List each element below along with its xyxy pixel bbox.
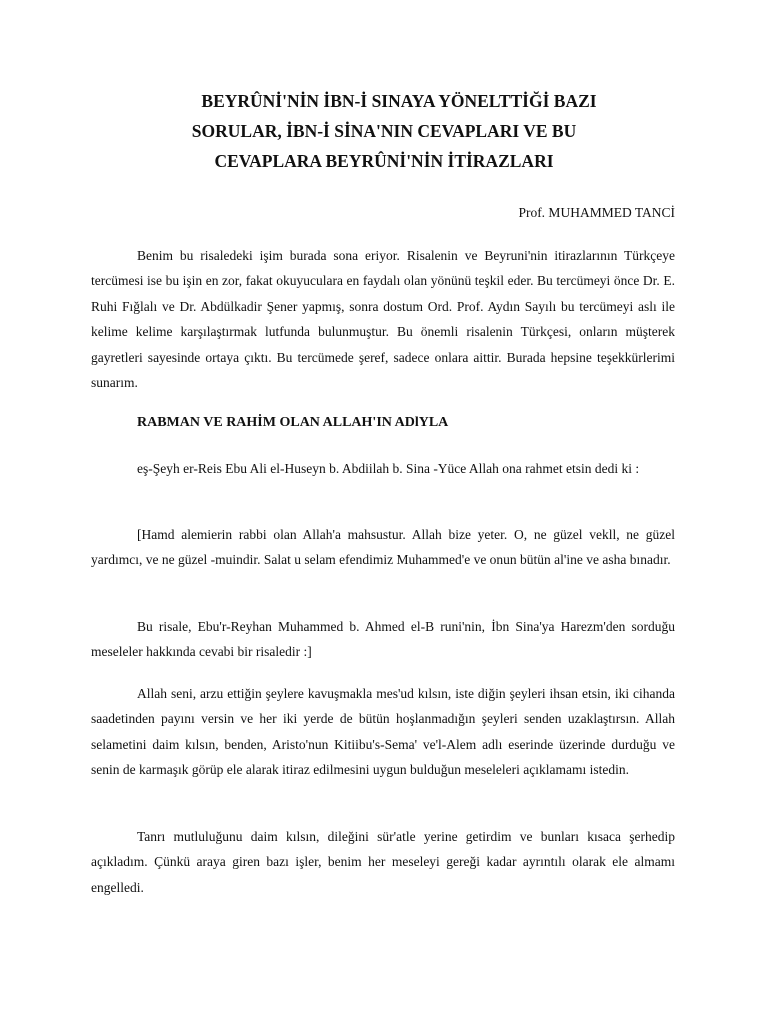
title-line-2: SORULAR, İBN-İ SİNA'NIN CEVAPLARI VE BU	[191, 121, 577, 141]
document-title	[100, 86, 668, 176]
title-line-3: CEVAPLARA BEYRÛNİ'NİN İTİRAZLARI	[214, 151, 554, 171]
title-line-1: BEYRÛNİ'NİN İBN-İ SINAYA YÖNELTTİĞİ BAZI	[201, 91, 597, 111]
paragraph-invocation: eş-Şeyh er-Reis Ebu Ali el-Huseyn b. Abdiilah b. Sina -Yüce Allah ona rahmet etsin dedi ki :	[137, 461, 640, 476]
author-name: Prof. MUHAMMED TANCİ	[518, 205, 675, 220]
paragraph-blessing: Allah seni, arzu ettiğin şeylere kavuşmakla mes'ud kılsın, iste diğin şeyleri ihsan etsin, iki cihanda saadetinden payını versin ve her iki yerde de bütün hoşlanmadığın şeyleri senden uzaklaştırsın. Allah selametini daim kılsın, benden, Aristo'nun Kitiibu's-Sema' ve'l-Alem adlı eserinde üzerinde durduğu ve senin de karmaşık görüp ele alarak itiraz edilmesini uygun bulduğun meseleleri açıklamamı istedin.	[91, 686, 675, 778]
intro-paragraph: Benim bu risaledeki işim burada sona eriyor. Risalenin ve Beyruni'nin itirazlarının Türkçeye tercümesi ise bu işin en zor, fakat okuyuculara en faydalı olan yönünü teşkil eder. Bu tercümeyi önce Dr. E. Ruhi Fığlalı ve Dr. Abdülkadir Şener yapmış, sonra dostum Ord. Prof. Aydın Sayılı bu tercümeyi aslı ile kelime kelime karşılaştırmak lutfunda bulunmuştur. Bu önemli risalenin Türkçesi, onların müşterek gayretleri sayesinde ortaya çıktı. Bu tercümede şeref, sadece onlara aittir. Burada hepsine teşekkürlerimi sunarım.	[91, 248, 675, 391]
section-heading: RABMAN VE RAHİM OLAN ALLAH'IN ADlYLA	[137, 415, 449, 430]
paragraph-reply: Tanrı mutluluğunu daim kılsın, dileğini sür'atle yerine getirdim ve bunları kısaca şerhedip açıkladım. Çünkü araya giren bazı işler, benim her meseleyi gereği kadar ayrıntılı olarak ele almamı engelledi.	[91, 829, 675, 895]
paragraph-praise: [Hamd alemierin rabbi olan Allah'a mahsustur. Allah bize yeter. O, ne güzel vekll, ne güzel yardımcı, ve ne güzel -muindir. Salat u selam efendimiz Muhammed'e ve onun bütün al'ine ve asha bınadır.	[91, 527, 675, 568]
paragraph-risale: Bu risale, Ebu'r-Reyhan Muhammed b. Ahmed el-B runi'nin, İbn Sina'ya Harezm'den sorduğu meseleler hakkında cevabi bir risaledir :]	[91, 619, 675, 660]
